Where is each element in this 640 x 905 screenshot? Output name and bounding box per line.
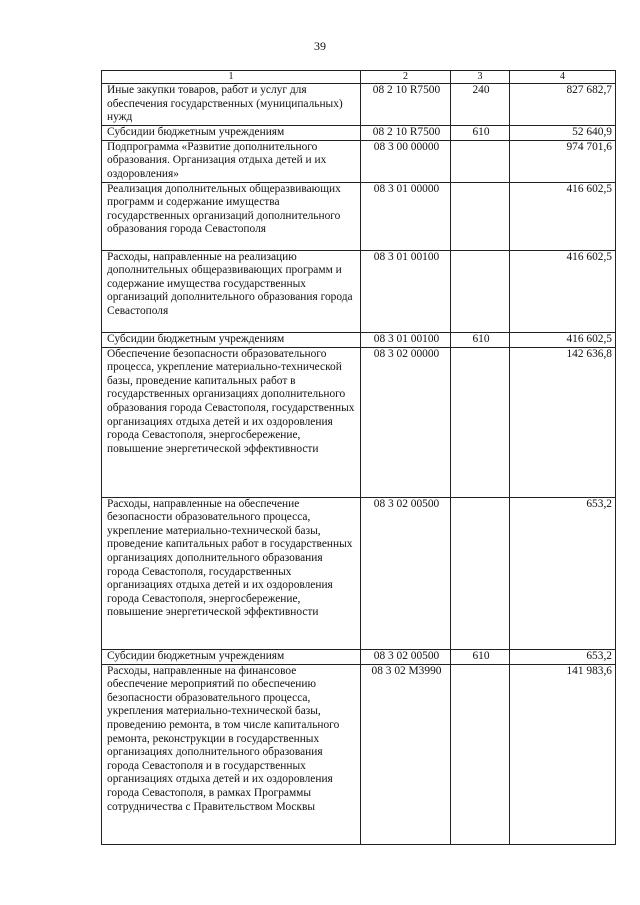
row-amount: 142 636,8: [510, 347, 616, 497]
row-name: Иные закупки товаров, работ и услуг для обеспечения государственных (муниципальных) нужд: [102, 84, 361, 126]
row-name: Реализация дополнительных общеразвивающих программ и содержание имущества государственных организаций дополнительного образования города Севастополя: [102, 182, 361, 250]
row-code: 08 3 02 00500: [361, 649, 451, 664]
row-type: 610: [451, 332, 510, 347]
table-header-row: [102, 71, 616, 84]
row-amount: 827 682,7: [510, 84, 616, 126]
table-row: [102, 664, 616, 844]
row-type: [451, 140, 510, 182]
table-row: [102, 84, 616, 126]
row-code: 08 3 02 00500: [361, 497, 451, 649]
row-code: 08 3 01 00100: [361, 250, 451, 332]
row-amount: 653,2: [510, 649, 616, 664]
column-header-amount: 4: [510, 71, 616, 84]
row-code: 08 3 02 М3990: [361, 664, 451, 844]
row-code: 08 2 10 R7500: [361, 125, 451, 140]
row-amount: 974 701,6: [510, 140, 616, 182]
table-row: [102, 125, 616, 140]
row-amount: 416 602,5: [510, 182, 616, 250]
table-row: [102, 140, 616, 182]
column-header-name: 1: [102, 71, 361, 84]
row-code: 08 3 01 00000: [361, 182, 451, 250]
page-number: 39: [314, 39, 326, 53]
table-row: [102, 332, 616, 347]
row-type: 240: [451, 84, 510, 126]
row-name: Обеспечение безопасности образовательного процесса, укрепление материально-технической базы, проведение капитальных работ в государственных организациях дополнительного образования города Севастополя, государственных организациях отдыха детей и их оздоровления города Севастополя, энергосбережение, повышение энергетической эффективности: [102, 347, 361, 497]
table-row: [102, 347, 616, 497]
table-row: [102, 649, 616, 664]
row-name: Подпрограмма «Развитие дополнительного образования. Организация отдыха детей и их оздоровления»: [102, 140, 361, 182]
row-amount: 416 602,5: [510, 332, 616, 347]
row-name: Субсидии бюджетным учреждениям: [102, 649, 361, 664]
row-type: [451, 347, 510, 497]
row-name: Расходы, направленные на обеспечение безопасности образовательного процесса, укрепление материально-технической базы, проведение капитальных работ в государственных организациях дополнительного образования города Севастополя, государственных организациях отдыха детей и их оздоровления города Севастополя, энергосбережение, повышение энергетической эффективности: [102, 497, 361, 649]
row-type: [451, 664, 510, 844]
row-code: 08 2 10 R7500: [361, 84, 451, 126]
row-name: Расходы, направленные на реализацию дополнительных общеразвивающих программ и содержание имущества государственных организаций дополнительного образования города Севастополя: [102, 250, 361, 332]
table-row: [102, 497, 616, 649]
row-type: [451, 182, 510, 250]
table-row: [102, 250, 616, 332]
row-code: 08 3 00 00000: [361, 140, 451, 182]
row-amount: 416 602,5: [510, 250, 616, 332]
row-type: [451, 497, 510, 649]
column-header-code: 2: [361, 71, 451, 84]
row-type: 610: [451, 125, 510, 140]
row-name: Расходы, направленные на финансовое обеспечение мероприятий по обеспечению безопасности образовательного процесса, укрепления материально-технической базы, проведению ремонта, в том числе капитального ремонта, реконструкции в государственных организациях дополнительного образования города Севастополя и в государственных организациях отдыха детей и их оздоровления города Севастополя, в рамках Программы сотрудничества с Правительством Москвы: [102, 664, 361, 844]
row-code: 08 3 01 00100: [361, 332, 451, 347]
row-amount: 141 983,6: [510, 664, 616, 844]
column-header-type: 3: [451, 71, 510, 84]
row-type: 610: [451, 649, 510, 664]
row-name: Субсидии бюджетным учреждениям: [102, 332, 361, 347]
row-amount: 653,2: [510, 497, 616, 649]
row-type: [451, 250, 510, 332]
row-amount: 52 640,9: [510, 125, 616, 140]
budget-table: [101, 70, 616, 845]
row-name: Субсидии бюджетным учреждениям: [102, 125, 361, 140]
row-code: 08 3 02 00000: [361, 347, 451, 497]
table-row: [102, 182, 616, 250]
